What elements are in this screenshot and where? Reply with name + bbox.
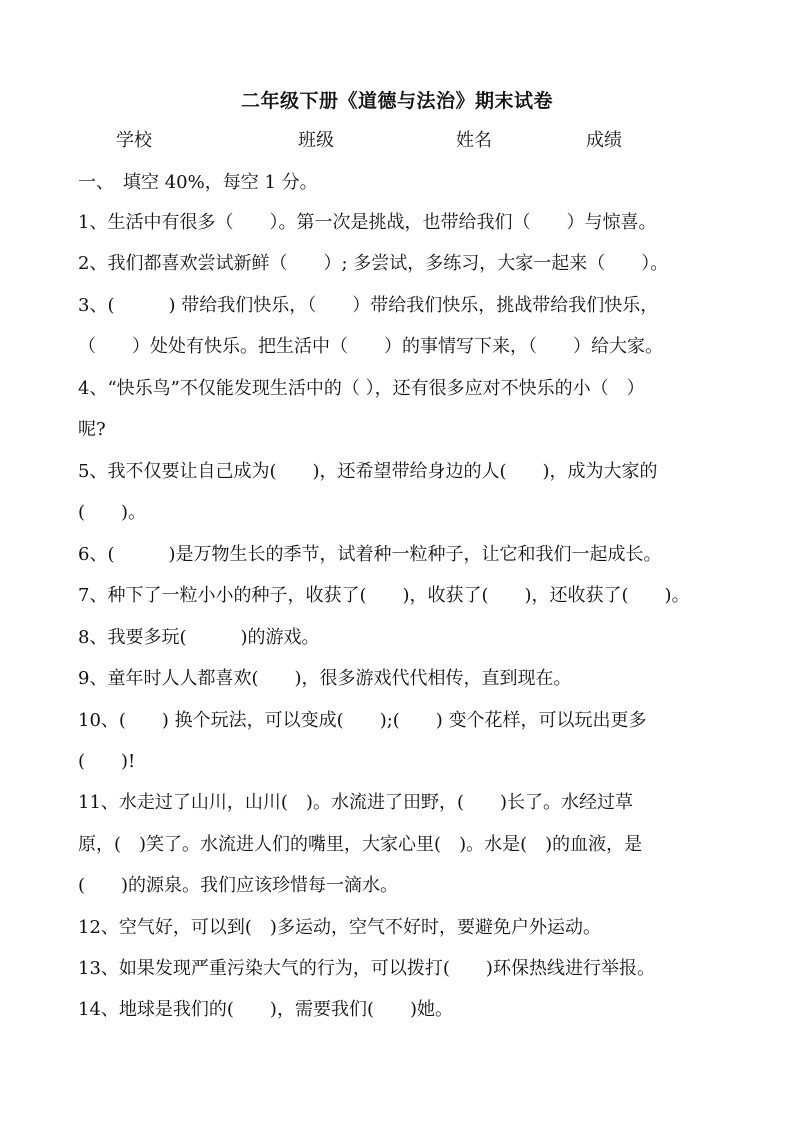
- question-line: 5、我不仅要让自己成为( )，还希望带给身边的人( )，成为大家的: [78, 461, 658, 482]
- name-label: 姓名: [456, 130, 492, 151]
- question-line: 3、( ) 带给我们快乐，（ ）带给我们快乐，挑战带给我们快乐，: [78, 295, 659, 316]
- question-line: 13、如果发现严重污染大气的行为，可以拨打( )环保热线进行举报。: [78, 958, 655, 979]
- question-line: 14、地球是我们的( )，需要我们( )她。: [78, 999, 453, 1020]
- school-label: 学校: [116, 130, 152, 151]
- section-heading: 一、 填空 40%，每空 1 分。: [78, 172, 318, 193]
- score-label: 成绩: [586, 130, 622, 151]
- question-line: ( )。: [78, 502, 147, 523]
- question-line: ( )的源泉。我们应该珍惜每一滴水。: [78, 875, 399, 896]
- question-line: 10、( ) 换个玩法，可以变成( );( ) 变个花样，可以玩出更多: [78, 710, 647, 731]
- exam-title: 二年级下册《道德与法治》期末试卷: [240, 90, 553, 112]
- question-line: 8、我要多玩( )的游戏。: [78, 627, 320, 648]
- question-line: 9、童年时人人都喜欢( )，很多游戏代代相传，直到现在。: [78, 668, 572, 689]
- question-line: 2、我们都喜欢尝试新鲜（ ）; 多尝试，多练习，大家一起来（ ）。: [78, 253, 669, 274]
- question-line: 7、种下了一粒小小的种子，收获了( )，收获了( )，还收获了( )。: [78, 585, 690, 606]
- student-info-row: [0, 126, 794, 152]
- question-line: ( )!: [78, 751, 136, 772]
- question-line: 1、生活中有很多（ ）。第一次是挑战，也带给我们（ ）与惊喜。: [78, 212, 657, 233]
- question-line: 4、“快乐鸟”不仅能发现生活中的（ ），还有很多应对不快乐的小（ ）: [78, 378, 645, 399]
- question-line: 呢?: [78, 419, 106, 440]
- question-line: （ ）处处有快乐。把生活中（ ）的事情写下来，（ ）给大家。: [78, 336, 663, 357]
- question-line: 11、水走过了山川，山川( )。水流进了田野，( )长了。水经过草: [78, 792, 633, 813]
- class-label: 班级: [298, 130, 334, 151]
- question-line: 12、空气好，可以到( )多运动，空气不好时，要避免户外运动。: [78, 917, 601, 938]
- question-line: 6、( )是万物生长的季节，试着种一粒种子，让它和我们一起成长。: [78, 544, 662, 565]
- question-line: 原，( )笑了。水流进人们的嘴里，大家心里( )。水是( )的血液，是: [78, 834, 643, 855]
